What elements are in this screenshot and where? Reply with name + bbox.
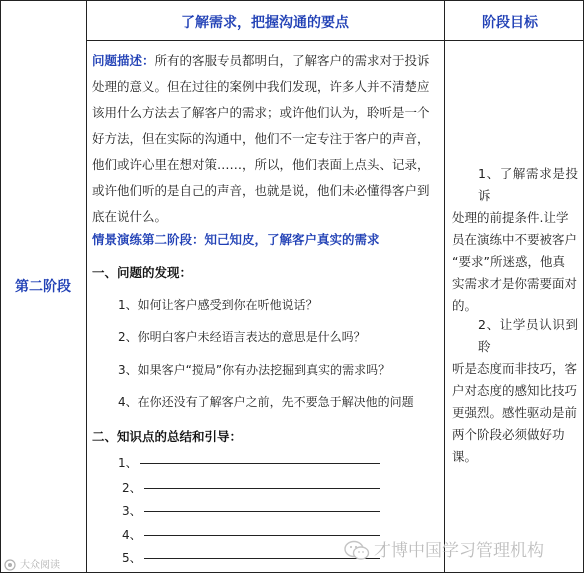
blank-number: 3、 (122, 504, 142, 518)
blank-underline (144, 511, 380, 512)
scenario-heading: 情景演练第二阶段：知己知皮，了解客户真实的需求 (92, 232, 380, 247)
question-4: 4、在你还没有了解客户之前，先不要急于解决他的问题 (118, 395, 414, 409)
goal-1 (452, 163, 578, 317)
question-2: 2、你明白客户未经语言表达的意思是什么吗？ (118, 330, 366, 344)
problem-line-1 (92, 48, 440, 74)
blank-underline (144, 488, 380, 489)
problem-line-5: 他们或许心里在想对策……，所以，他们表面上点头、记录， (92, 157, 430, 172)
watermark-left (4, 556, 60, 571)
goal-2-line: 两个阶段必须做好功 (452, 427, 565, 442)
goal-1-line: 的。 (452, 298, 478, 313)
problem-line-6: 或许他们听的是自己的声音，也就是说，他们未必懂得客户到 (92, 183, 430, 198)
table-bottom-border (0, 572, 584, 573)
watermark-right (344, 536, 544, 562)
goal-1-line: “要求”所迷惑，他真 (452, 254, 565, 269)
blank-number: 2、 (122, 481, 142, 495)
goal-2-line: 2、让学员认识到聆 (478, 317, 578, 354)
problem-line-2: 处理的意义。但在过往的案例中我们发现，许多人并不清楚应 (92, 79, 430, 94)
problem-text: 所有的客服专员都明白，了解客户的需求对于投诉 (154, 53, 430, 68)
goal-1-line: 处理的前提条件.让学 (452, 210, 569, 225)
section1-heading: 一、问题的发现： (92, 265, 193, 280)
stage-column-border (86, 0, 87, 573)
blank-line-1 (118, 454, 380, 471)
goal-2 (452, 314, 578, 468)
problem-lead: 问题描述： (92, 53, 155, 68)
problem-description (92, 48, 440, 230)
question-3: 3、如果客户“搅局”你有办法挖掘到真实的需求吗？ (118, 363, 391, 377)
blank-underline (140, 463, 380, 464)
problem-line-4: 好方法，但在实际的沟通中，他们不一定专注于客户的声音， (92, 131, 430, 146)
header-bottom-border (86, 40, 584, 41)
problem-line-3: 该用什么方法去了解客户的需求；或许他们认为，聆听是一个 (92, 105, 430, 120)
goal-2-line: 课。 (452, 449, 478, 464)
goal-2-line: 更强烈。感性驱动是前 (452, 405, 578, 420)
section2-heading: 二、知识点的总结和引导： (92, 429, 243, 444)
watermark-left-text: 大众阅读 (20, 560, 60, 571)
blank-number: 4、 (122, 528, 142, 542)
blank-number: 1、 (118, 456, 138, 470)
goal-1-line: 员在演练中不要被客户 (452, 232, 578, 247)
goal-2-line: 听是态度而非技巧，客 (452, 361, 578, 376)
goal-column-title: 阶段目标 (482, 15, 538, 31)
table-top-border (0, 0, 584, 1)
goal-2-line: 户对态度的感知比技巧 (452, 383, 578, 398)
watermark-logo-icon (4, 559, 16, 571)
goal-1-line: 1、了解需求是投诉 (478, 166, 578, 203)
blank-line-4 (122, 526, 380, 543)
blank-line-3 (122, 502, 380, 519)
question-1: 1、如何让客户感受到你在听他说话？ (118, 298, 318, 312)
blank-line-5 (122, 549, 380, 566)
content-column-title: 了解需求，把握沟通的要点 (181, 15, 349, 31)
wechat-icon (344, 540, 370, 562)
content-column-border (444, 0, 445, 573)
problem-line-7: 底在说什么。 (92, 209, 168, 224)
blank-number: 5、 (122, 551, 142, 565)
blank-line-2 (122, 479, 380, 496)
goal-1-line: 实需求才是你需要面对 (452, 276, 578, 291)
stage-label: 第二阶段 (15, 279, 71, 295)
watermark-right-text: 才博中国学习管理机构 (374, 541, 544, 561)
